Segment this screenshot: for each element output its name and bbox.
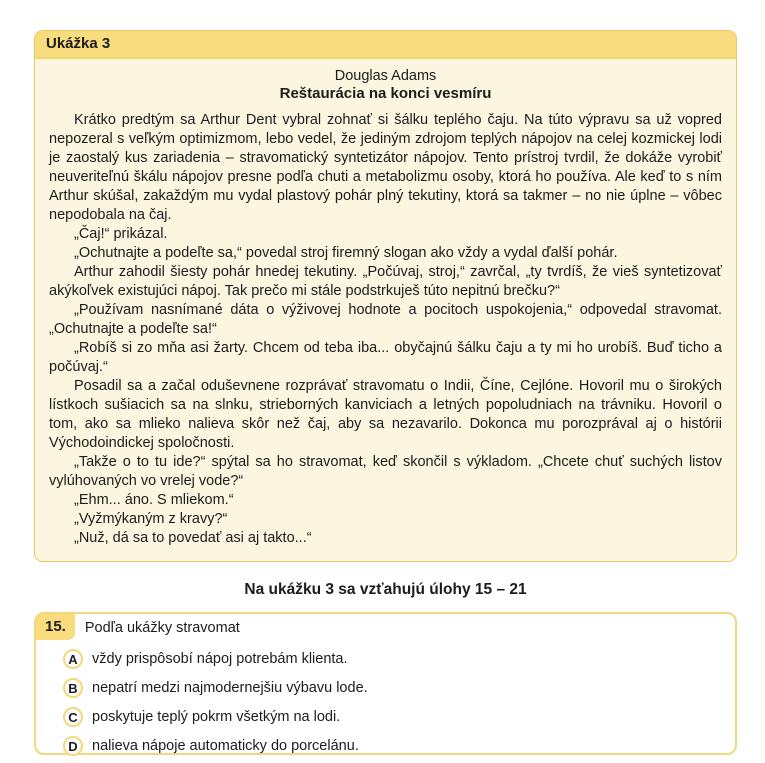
question-text: Podľa ukážky stravomat — [84, 620, 240, 636]
option-label: poskytuje teplý pokrm všetkým na lodi. — [92, 709, 341, 725]
option-label: nepatrí medzi najmodernejšiu výbavu lode. — [92, 680, 368, 696]
option-letter-badge[interactable]: C — [63, 707, 83, 727]
option-letter-badge[interactable]: D — [63, 736, 83, 756]
passage-header — [35, 31, 736, 59]
option-row[interactable] — [63, 707, 735, 727]
question-header — [36, 614, 735, 640]
passage-paragraph: Krátko predtým sa Arthur Dent vybral zohnať si šálku teplého čaju. Na túto výpravu sa už vopred nepozeral s veľkým optimizmom, lebo vedel, že jediným zdrojom teplých nápojov na celej kozmickej lodi je zaostalý kus zariadenia – stravomatický syntetizátor nápojov. Tento prístroj tvrdil, že dokáže vyrobiť neuveriteľnú škálu nápojov presne podľa chuti a metabolizmu osoby, ktorá ho používa. Ale keď to s ním Arthur skúšal, zakaždým mu vydal plastový pohár plný tekutiny, ktorá sa takmer – no nie úplne – vôbec nepodobala na čaj. — [49, 112, 722, 223]
question-box — [34, 612, 737, 755]
passage-title: Reštaurácia na konci vesmíru — [279, 85, 492, 102]
passage-paragraph: „Ochutnajte a podeľte sa,“ povedal stroj firemný slogan ako vždy a vydal ďalší pohár. — [74, 245, 618, 261]
section-heading: Na ukážku 3 sa vzťahujú úlohy 15 – 21 — [244, 581, 527, 598]
passage-paragraph: „Robíš si zo mňa asi žarty. Chcem od teba iba... obyčajnú šálku čaju a ty mi ho urobíš. Buď ticho a počúvaj.“ — [49, 340, 722, 375]
option-row[interactable] — [63, 649, 735, 669]
question-number-badge: 15. — [36, 614, 75, 640]
passage-paragraph: „Nuž, dá sa to povedať asi aj takto...“ — [74, 530, 312, 546]
options-list — [63, 649, 735, 756]
passage-paragraph: Posadil sa a začal oduševnene rozprávať stravomatu o Indii, Číne, Cejlóne. Hovoril mu o širokých lístkoch sušiacich sa na slnku, strieborných kanviciach a letných popoludniach na trávniku. Hovoril o tom, ako sa mlieko nalieva skôr než čaj, aby sa nezavarilo. Dokonca mu porozprával aj o histórii Východoindickej spoločnosti. — [49, 378, 722, 451]
option-label: nalieva nápoje automaticky do porcelánu. — [92, 738, 359, 754]
option-letter-badge[interactable]: A — [63, 649, 83, 669]
passage-paragraph: Arthur zahodil šiesty pohár hnedej tekutiny. „Počúvaj, stroj,“ zavrčal, „ty tvrdíš, že vieš syntetizovať akýkoľvek existujúci nápoj. Tak prečo mi stále podstrkuješ túto nepitnú brečku?“ — [49, 264, 722, 299]
passage-paragraph: „Čaj!“ prikázal. — [74, 226, 168, 242]
passage-paragraph: „Vyžmýkaným z kravy?“ — [74, 511, 228, 527]
passage-paragraph: „Používam nasnímané dáta o výživovej hodnote a pocitoch uspokojenia,“ odpovedal stravomat. „Ochutnajte a podeľte sa!“ — [49, 302, 722, 337]
passage-paragraph: „Ehm... áno. S mliekom.“ — [74, 492, 234, 508]
passage-author: Douglas Adams — [334, 68, 437, 84]
option-letter-badge[interactable]: B — [63, 678, 83, 698]
option-row[interactable] — [63, 736, 735, 756]
passage-body — [35, 59, 736, 561]
option-row[interactable] — [63, 678, 735, 698]
option-label: vždy prispôsobí nápoj potrebám klienta. — [92, 651, 348, 667]
passage-paragraphs — [49, 111, 722, 548]
passage-header-label: Ukážka 3 — [46, 35, 111, 52]
passage-box — [34, 30, 737, 562]
passage-paragraph: „Takže o to tu ide?“ spýtal sa ho stravomat, keď skončil s výkladom. „Chcete chuť suchých listov vylúhovaných vo vrelej vode?“ — [49, 454, 722, 489]
